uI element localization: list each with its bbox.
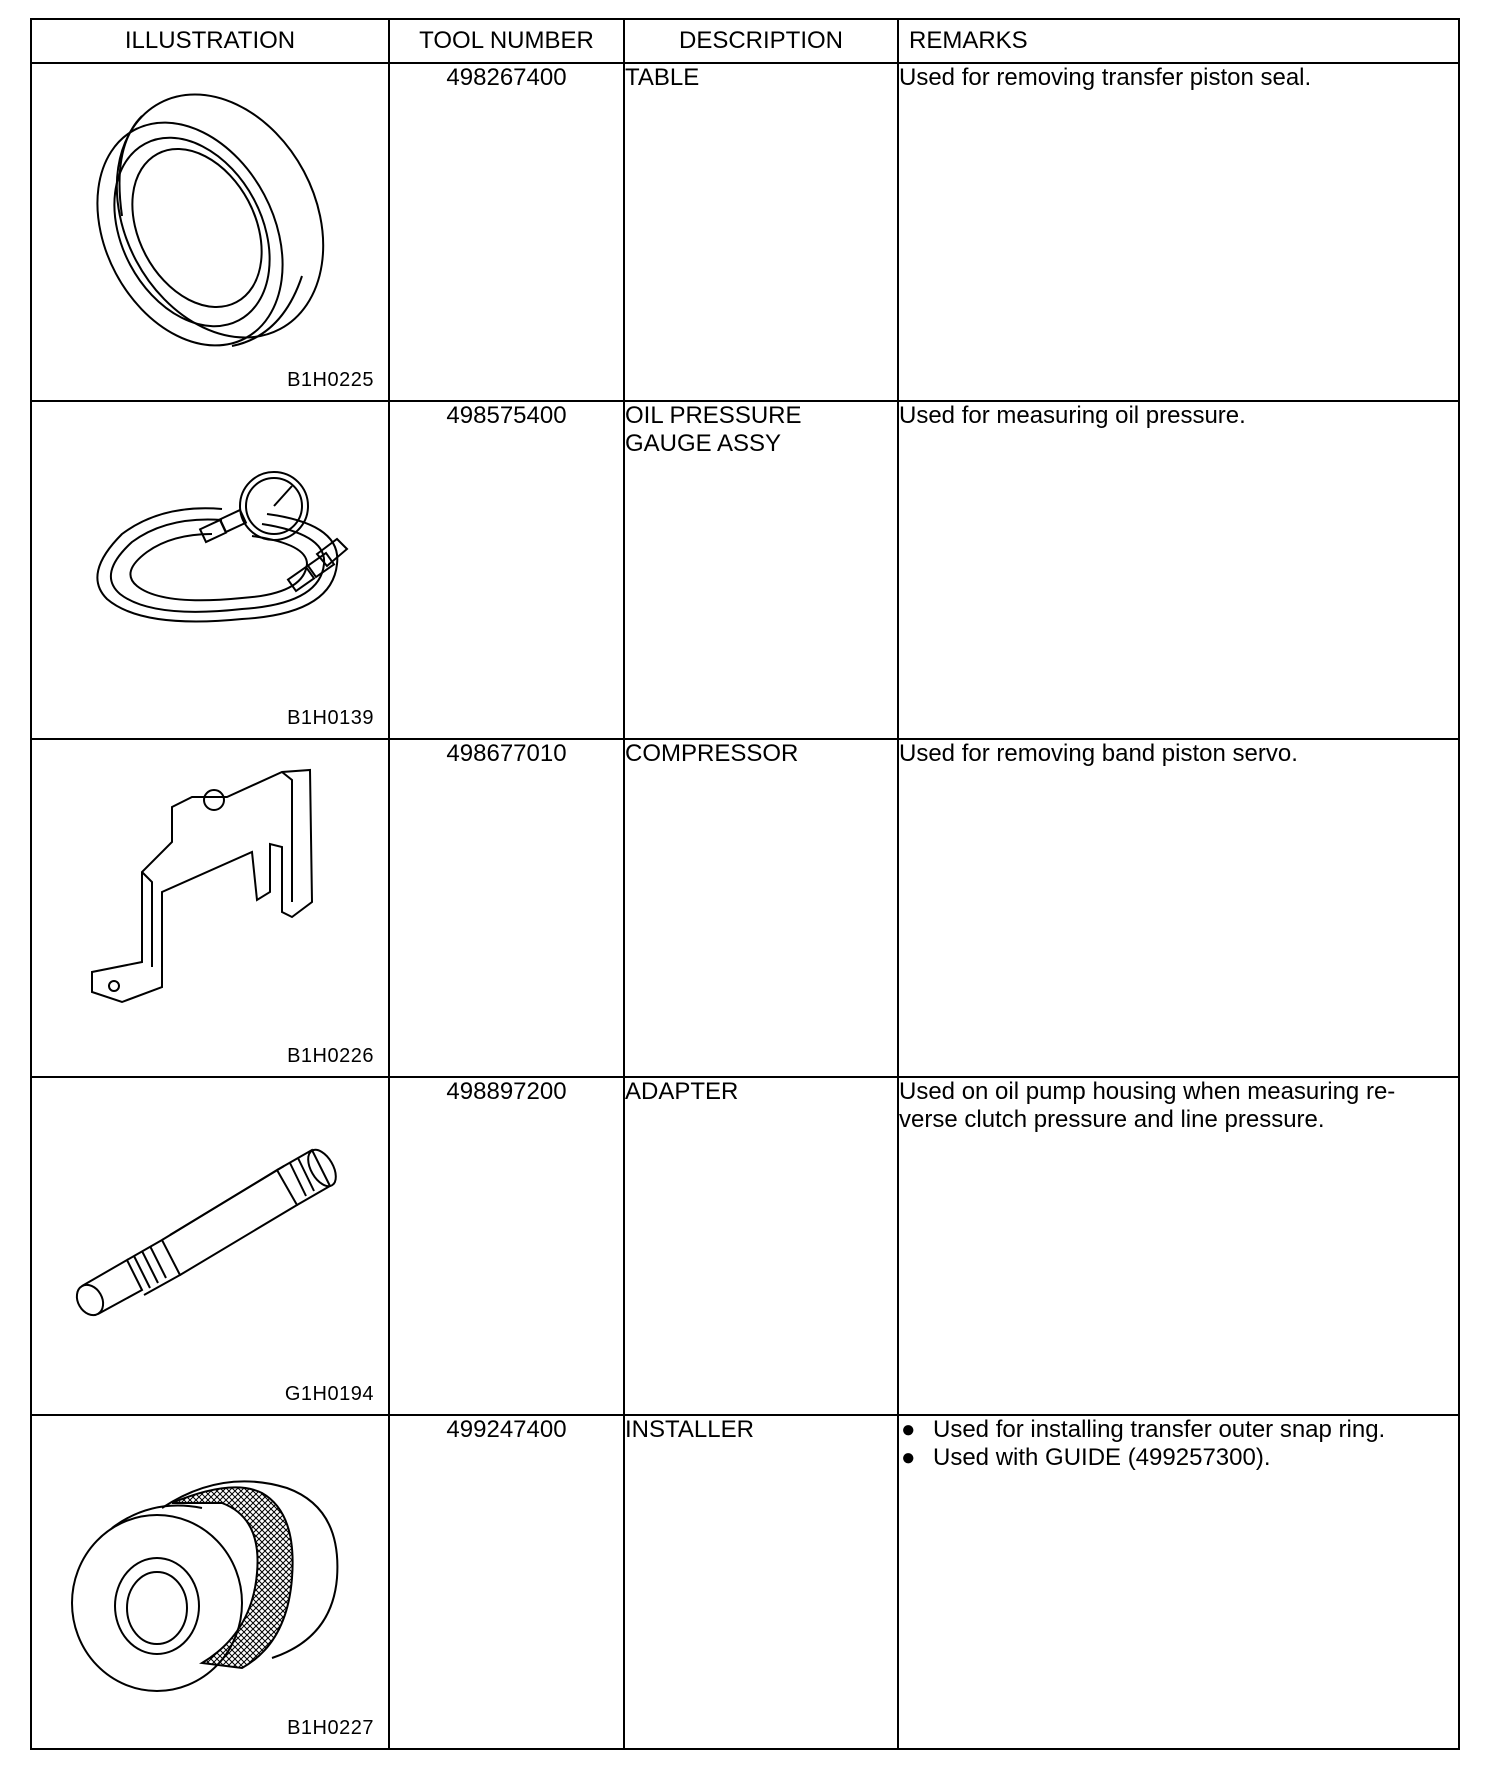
table-row (31, 1077, 1459, 1415)
illustration-cell (31, 1415, 389, 1749)
description-cell (624, 1077, 898, 1415)
header-illustration: ILLUSTRATION (31, 19, 389, 63)
ring-table-icon (52, 76, 372, 366)
remarks-line: Used for removing band piston servo. (899, 740, 1298, 767)
remarks-line: Used for removing transfer piston seal. (899, 64, 1312, 91)
description-cell (624, 1415, 898, 1749)
description-line: TABLE (625, 64, 700, 91)
illustration-cell (31, 1077, 389, 1415)
bullet-icon: ● (901, 1444, 916, 1471)
description-line: GAUGE ASSY (625, 430, 782, 457)
description-cell (624, 63, 898, 401)
header-remarks: REMARKS (898, 19, 1459, 63)
installer-cylinder-icon (52, 1428, 372, 1718)
description-line: OIL PRESSURE (625, 402, 802, 429)
figure-code: G1H0194 (284, 1383, 374, 1405)
remarks-cell (898, 63, 1459, 401)
remarks-line: Used with GUIDE (499257300). (933, 1444, 1271, 1471)
remarks-line: Used on oil pump housing when measuring re- (899, 1078, 1396, 1105)
table-row (31, 1415, 1459, 1749)
remarks-cell (898, 1415, 1459, 1749)
list-item (899, 1416, 1458, 1444)
remarks-line: Used for measuring oil pressure. (899, 402, 1246, 429)
table-row (31, 739, 1459, 1077)
figure-code: B1H0139 (287, 707, 374, 729)
tool-number: 499247400 (389, 1415, 624, 1749)
illustration-cell (31, 739, 389, 1077)
remarks-list (899, 1416, 1458, 1472)
description-line: INSTALLER (625, 1416, 754, 1443)
description-line: COMPRESSOR (625, 740, 799, 767)
description-line: ADAPTER (625, 1078, 739, 1105)
illustration-cell (31, 401, 389, 739)
figure-code: B1H0226 (287, 1045, 374, 1067)
figure-code: B1H0225 (287, 369, 374, 391)
tool-number: 498575400 (389, 401, 624, 739)
table-row (31, 401, 1459, 739)
description-cell (624, 401, 898, 739)
bullet-icon: ● (901, 1416, 916, 1443)
adapter-fitting-icon (52, 1090, 372, 1380)
tool-number: 498267400 (389, 63, 624, 401)
description-cell (624, 739, 898, 1077)
remarks-line: verse clutch pressure and line pressure. (899, 1106, 1325, 1133)
remarks-cell (898, 1077, 1459, 1415)
list-item (899, 1444, 1458, 1472)
tool-number: 498897200 (389, 1077, 624, 1415)
illustration-cell (31, 63, 389, 401)
header-description: DESCRIPTION (624, 19, 898, 63)
header-tool-number: TOOL NUMBER (389, 19, 624, 63)
special-tools-table (30, 18, 1460, 1750)
remarks-cell (898, 401, 1459, 739)
tool-number: 498677010 (389, 739, 624, 1077)
header-row (31, 19, 1459, 63)
table-row (31, 63, 1459, 401)
remarks-line: Used for installing transfer outer snap ring. (933, 1416, 1386, 1443)
remarks-cell (898, 739, 1459, 1077)
compressor-bracket-icon (52, 752, 372, 1042)
pressure-gauge-icon (52, 414, 372, 704)
figure-code: B1H0227 (287, 1717, 374, 1739)
